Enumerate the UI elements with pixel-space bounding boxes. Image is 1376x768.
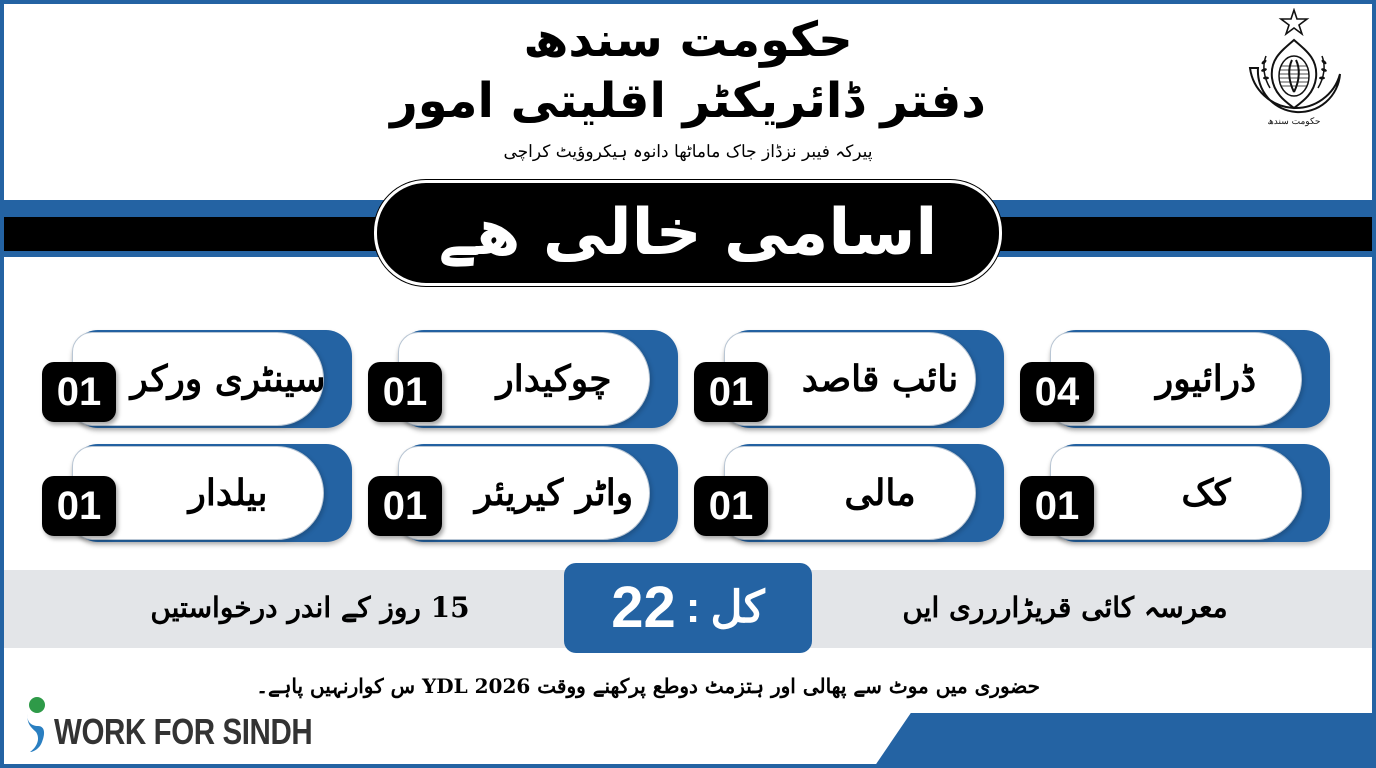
job-count-badge: 01	[368, 476, 442, 536]
office-title: دفتر ڈائریکٹر اقلیتی امور	[390, 73, 986, 129]
vacancy-banner-text: اسامی خالی ھے	[438, 196, 938, 270]
job-card-naib-qasid	[694, 330, 1006, 430]
total-posts-value: 22	[611, 575, 676, 640]
corner-decoration	[870, 713, 1376, 768]
job-card-cook	[1020, 444, 1332, 544]
job-title: کک	[1181, 472, 1231, 514]
summary-right-text: معرسہ کائی قریڑاررری ایں	[902, 591, 1228, 624]
office-address: پیرکہ فیبر نزڈاز جاک ماماٹھا دانوہ ہیکروؤیٹ کراچی	[503, 142, 873, 162]
job-title: واٹر کیریئر	[474, 472, 634, 514]
job-count-badge: 01	[368, 362, 442, 422]
job-card-mali	[694, 444, 1006, 544]
svg-text:حکومت سندھ: حکومت سندھ	[1267, 117, 1321, 127]
application-deadline-text: 15 روز کے اندر درخواستیں	[150, 591, 470, 624]
job-count-badge: 01	[694, 476, 768, 536]
job-title: سینٹری ورکر	[130, 358, 326, 400]
job-card-chowkidar	[368, 330, 680, 430]
government-title: حکومت سندھ	[523, 12, 853, 68]
footer-note: حضوری میں موٹ سے پھالی اور ہتزمٹ دوطع پرکھنے ووقت YDL 2026 س کوارنہیں پاہے۔	[256, 674, 1040, 698]
total-separator: :	[685, 583, 701, 632]
job-count-badge: 01	[694, 362, 768, 422]
person-figure-icon	[24, 696, 52, 754]
job-card-water-carrier	[368, 444, 680, 544]
logo-text: WORK FOR SINDH	[54, 711, 313, 752]
job-count-badge: 01	[42, 362, 116, 422]
vacancy-banner	[374, 180, 1002, 286]
job-title: نائب قاصد	[801, 358, 959, 400]
total-posts-label: کل	[710, 582, 765, 633]
job-count-badge: 01	[1020, 476, 1094, 536]
sindh-government-emblem-icon	[1236, 8, 1352, 136]
job-title: بیلدار	[188, 472, 268, 514]
job-card-sanitary-worker	[42, 330, 354, 430]
job-title: ڈرائیور	[1155, 358, 1257, 400]
job-card-driver	[1020, 330, 1332, 430]
job-title: مالی	[844, 472, 916, 514]
total-posts-box	[564, 563, 812, 653]
job-title: چوکیدار	[496, 358, 612, 400]
job-count-badge: 01	[42, 476, 116, 536]
job-card-beldar	[42, 444, 354, 544]
work-for-sindh-logo	[24, 694, 369, 754]
job-count-badge: 04	[1020, 362, 1094, 422]
